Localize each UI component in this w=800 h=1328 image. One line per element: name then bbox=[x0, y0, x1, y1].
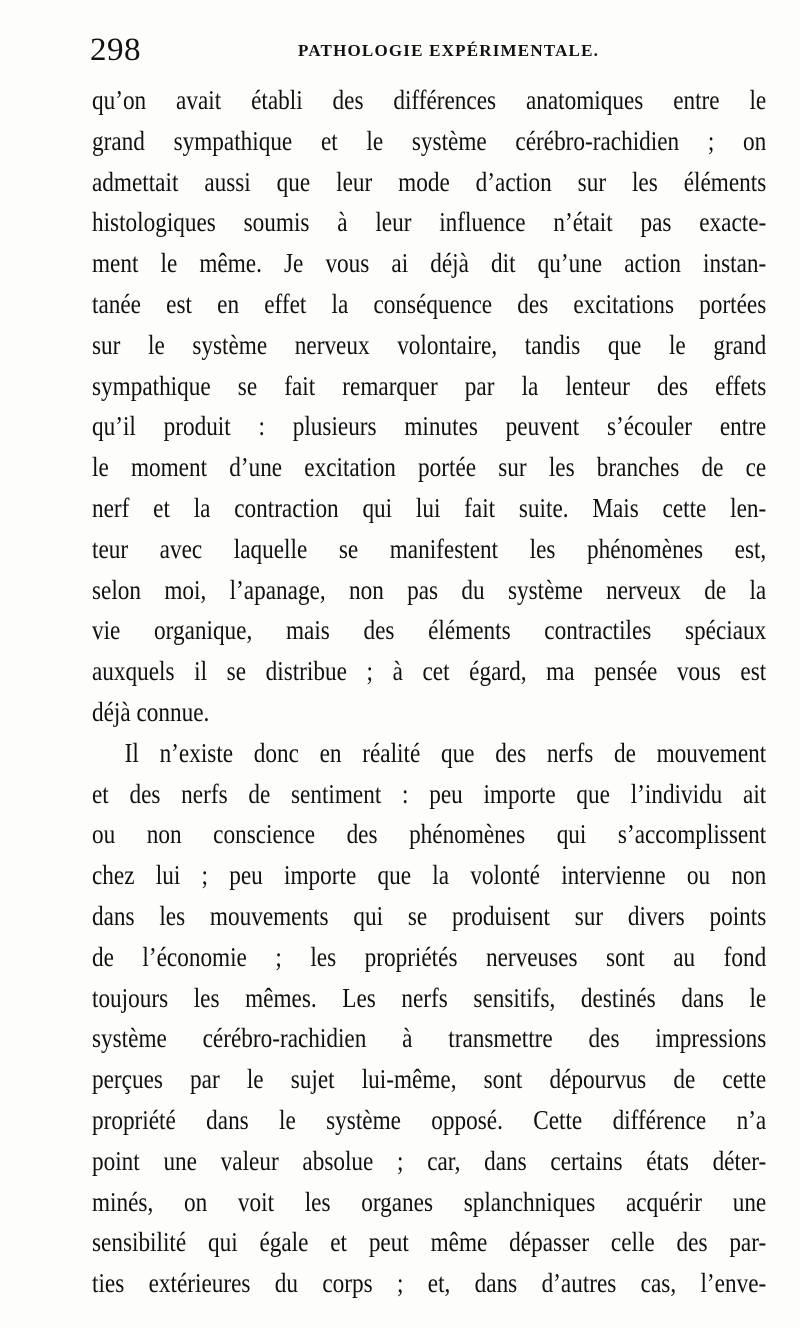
text-line: perçues par le sujet lui-même, sont dépourvus de cette bbox=[92, 1064, 767, 1095]
page-header bbox=[90, 30, 770, 70]
text-line: tanée est en effet la conséquence des excitations portées bbox=[92, 288, 767, 319]
text-line: histologiques soumis à leur influence n’était pas exacte- bbox=[92, 207, 767, 238]
text-line: dans les mouvements qui se produisent sur divers points bbox=[92, 900, 767, 931]
running-title: PATHOLOGIE EXPÉRIMENTALE. bbox=[298, 41, 600, 60]
text-line: nerf et la contraction qui lui fait suite. Mais cette len- bbox=[92, 492, 767, 523]
page-number: 298 bbox=[90, 32, 141, 68]
text-line: le moment d’une excitation portée sur les branches de ce bbox=[92, 452, 767, 483]
text-line: système cérébro-rachidien à transmettre des impressions bbox=[92, 1023, 767, 1054]
text-line: toujours les mêmes. Les nerfs sensitifs, destinés dans le bbox=[92, 982, 767, 1013]
text-line: propriété dans le système opposé. Cette différence n’a bbox=[92, 1104, 767, 1135]
text-line: ties extérieures du corps ; et, dans d’autres cas, l’enve- bbox=[92, 1268, 767, 1299]
text-line: minés, on voit les organes splanchniques acquérir une bbox=[92, 1186, 767, 1217]
text-line: et des nerfs de sentiment : peu importe que l’individu ait bbox=[92, 778, 767, 809]
text-line: teur avec laquelle se manifestent les phénomènes est, bbox=[92, 533, 767, 564]
text-line: point une valeur absolue ; car, dans certains états déter- bbox=[92, 1145, 767, 1176]
text-line: selon moi, l’apanage, non pas du système nerveux de la bbox=[92, 574, 767, 605]
text-line: grand sympathique et le système cérébro-rachidien ; on bbox=[92, 125, 767, 156]
text-line: vie organique, mais des éléments contractiles spéciaux bbox=[92, 615, 767, 646]
body-text bbox=[92, 80, 766, 1304]
text-line: qu’on avait établi des différences anatomiques entre le bbox=[92, 85, 767, 115]
text-line: qu’il produit : plusieurs minutes peuvent s’écouler entre bbox=[92, 411, 767, 442]
text-line: chez lui ; peu importe que la volonté intervienne ou non bbox=[92, 860, 767, 891]
text-line: sur le système nerveux volontaire, tandis que le grand bbox=[92, 329, 767, 360]
text-line: auxquels il se distribue ; à cet égard, ma pensée vous est bbox=[92, 656, 767, 687]
text-line: sympathique se fait remarquer par la lenteur des effets bbox=[92, 370, 767, 401]
paragraph-end-line: déjà connue. bbox=[92, 696, 210, 727]
text-line: sensibilité qui égale et peut même dépasser celle des par- bbox=[92, 1227, 767, 1258]
text-line: admettait aussi que leur mode d’action sur les éléments bbox=[92, 166, 767, 197]
text-line: ment le même. Je vous ai déjà dit qu’une action instan- bbox=[92, 248, 767, 279]
paragraph-start-line: Il n’existe donc en réalité que des nerfs de mouvement bbox=[124, 737, 767, 768]
text-line: de l’économie ; les propriétés nerveuses sont au fond bbox=[92, 941, 767, 972]
text-line: ou non conscience des phénomènes qui s’accomplissent bbox=[92, 819, 767, 850]
